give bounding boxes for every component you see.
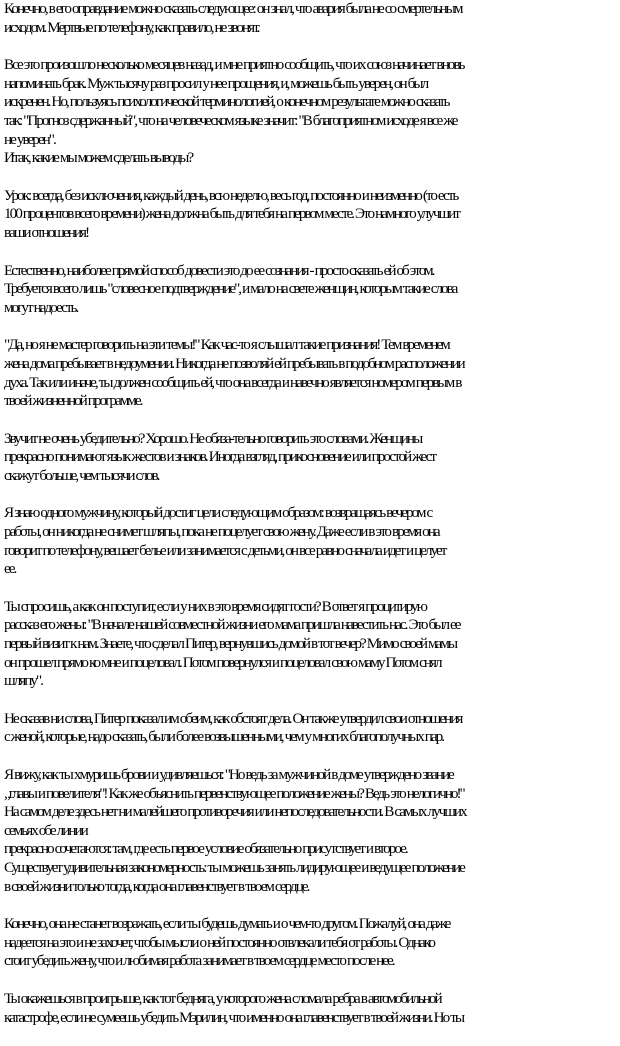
text-line: „главы и повелителя"! Как же объяснить первенствующее положение жены? Ведь это нелогично!" <box>4 784 464 802</box>
text-line: Требуется всего лишь "словесное подтверждение", и мало на свете женщин, которым такие слова <box>4 280 457 298</box>
text-line: надеется на это и не захочет, чтобы мысли о ней постоянно отвлекали тебя от работы. Однако <box>4 933 434 951</box>
text-line: скажут больше, чем тысячи слов. <box>4 466 159 484</box>
text-line: прекрасно понимают язык жестов и знаков. Иногда взгляд, прикосновение или простой жест <box>4 448 435 466</box>
text-line: работы, он никогда не снимет шляпы, пока не поцелует свою жену. Даже если в это время она <box>4 523 439 541</box>
paragraph <box>4 766 618 840</box>
text-line: твоей жизненной программе. <box>4 392 142 410</box>
text-line: он прошел прямо ко мне и поцеловал. Потом повернулся и поцеловал свою маму Потом снял <box>4 653 441 671</box>
text-line: Конечно, в его оправдание можно сказать следующее: он знал, что авария была не со смертельным <box>4 0 462 17</box>
paragraph <box>4 598 618 691</box>
text-line: Я вижу, как ты хмуришь брови и удивляешься: "Но ведь за мужчиной в доме утверждено звание <box>4 766 453 783</box>
text-line: 100 процентов всего времени) жена должна быть для тебя на первом месте. Это намного улучшит <box>4 205 459 223</box>
text-line: На самом деле здесь нет ни малейшего противоречия или непоследовательности. В самых лучших <box>4 803 466 821</box>
text-line: так: "Прогноз сдержанный", что на человеческом языке значит: "В благоприятном исходе я все же <box>4 111 457 129</box>
paragraph <box>4 430 618 486</box>
text-line: духа. Так или иначе, ты должен сообщить ей, что она всегда и навечно является номером первым в <box>4 373 461 391</box>
text-line: могут надоесть. <box>4 298 78 316</box>
paragraph <box>4 56 618 168</box>
text-line: семьях обе линии <box>4 821 87 839</box>
text-line: в своей жизни только тогда, когда она главенствует в твоем сердце. <box>4 877 309 895</box>
text-line: катастрофе, если не сумеешь убедить Мэрилин, что именно она главенствует в твоей жизни. Но ты <box>4 1008 464 1026</box>
text-line: Ты спросишь, а как он поступит, если у них в это время сидят гости? В ответ я процитирую <box>4 597 426 615</box>
text-line: шляпу". <box>4 672 42 690</box>
text-line: первый визит к нам. Знаете, что сделал Питер, вернувшись домой в тот вечер? Мимо своей мамы <box>4 635 457 653</box>
text-line: Существует удивительная закономерность: ты можешь занять лидирующее и ведущее положение <box>4 858 464 876</box>
paragraph <box>4 504 618 578</box>
paragraph <box>4 262 618 318</box>
text-line: стоит убедить жену, что и любимая работа занимает в твоем сердце место после нее. <box>4 952 394 970</box>
text-line: "Да, но я не мастер говорить на эти темы!" Как час-то я слышал такие признания! Тем временем <box>4 336 449 354</box>
text-line: Я знаю одного мужчину, который достиг цели следующим образом: возвращаясь вечером с <box>4 504 432 522</box>
paragraph <box>4 710 618 747</box>
text-line: ее. <box>4 560 16 578</box>
text-line: рассказ его жены: "В начале нашей совместной жизни его мама пришла навестить нас. Это был ее <box>4 616 460 634</box>
paragraph <box>4 336 618 410</box>
paragraph <box>4 915 618 971</box>
document-page <box>4 0 618 1046</box>
text-line: напоминать брак. Муж тысячу раз просил у нее прощения, и, можешь быть уверен, он был <box>4 74 428 92</box>
text-line: Итак, какие мы можем сделать выводы? <box>4 149 193 167</box>
paragraph <box>4 840 618 896</box>
text-line: искренен. Но, пользуясь психологической терминологией, о конечном результате можно сказать <box>4 93 449 111</box>
paragraph <box>4 187 618 243</box>
text-line: Конечно, она не станет возражать, если ты будешь думать и о чем-то другом. Пожалуй, она даже <box>4 915 450 933</box>
text-line: Все это произошло несколько месяцев назад, и мне приятно сообщить, что их союз начинает вновь <box>4 56 464 74</box>
text-line: не уверен". <box>4 130 55 148</box>
text-line: Естественно, наиболее прямой способ довести это до ее сознания - просто сказать ей об этом. <box>4 261 434 279</box>
text-line: прекрасно сочетаются: там, где есть первое условие обязательно присутствует и второе. <box>4 840 407 858</box>
text-line: Звучит не очень убедительно? Хорошо. Не обяза-тельно говорить это словами. Женщины <box>4 429 422 447</box>
text-line: жена дома пребывает в недоумении. Никогда не позволяй ей пребывать в подобном расположении <box>4 354 464 372</box>
text-line: исходом. Мертвые по телефону, как правило, не звонят. <box>4 18 259 36</box>
paragraph <box>4 990 618 1027</box>
text-line: Не сказав ни слова, Питер показал им обеим, как обстоят дела. Он также утвердил свои отношения <box>4 709 462 727</box>
paragraph <box>4 0 618 37</box>
text-line: Ты окажешься в проигрыше, как тот бедняга, у которого жена сломала ребра в автомобильной <box>4 989 441 1007</box>
text-line: ваши отношения! <box>4 223 89 241</box>
text-line: говорит по телефону, вешает белье или занимается с детьми, он все равно сначала идет и целует <box>4 541 446 559</box>
text-line: Урок: всегда, без исключения, каждый день, всю неделю, весь год, постоянно и неизменно (то есть <box>4 186 458 204</box>
text-line: с женой, которые, надо сказать, были более возвышенными, чем у многих благополучных пар. <box>4 728 444 746</box>
